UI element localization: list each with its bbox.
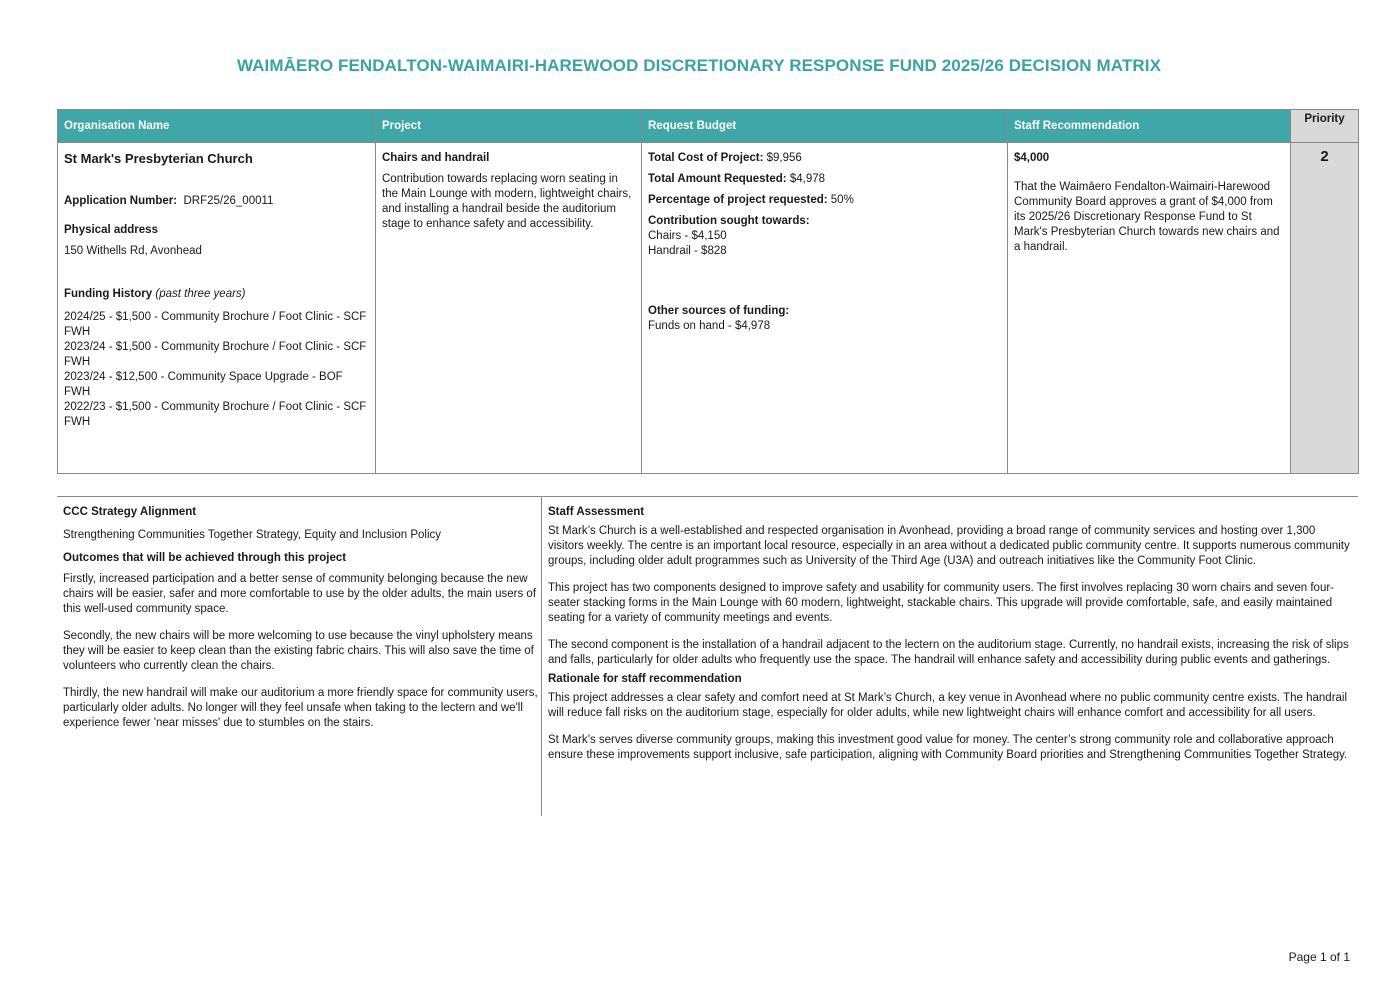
strategy-column xyxy=(57,497,553,731)
percentage-label: Percentage of project requested: xyxy=(648,194,828,206)
outcome-paragraph: Secondly, the new chairs will be more welcoming to use because the vinyl upholstery means they will be easier to keep clean than the existing fabric chairs. This will also save the time of volunteers who currently clean the chairs. xyxy=(63,630,534,672)
page-number: Page 1 of 1 xyxy=(1288,950,1350,964)
decision-matrix-table xyxy=(57,109,1359,474)
application-number-label: Application Number: xyxy=(64,195,178,207)
recommendation-text: That the Waimāero Fendalton-Waimairi-Harewood Community Board approves a grant of $4,000 from its 2025/26 Discretionary Response Fund to St Mark's Presbyterian Church towards new chairs and a handrail. xyxy=(1014,181,1280,253)
header-organisation-name: Organisation Name xyxy=(58,110,376,143)
total-cost-label: Total Cost of Project: xyxy=(648,152,764,164)
recommendation-amount: $4,000 xyxy=(1014,152,1050,164)
amount-requested-value: $4,978 xyxy=(789,173,826,185)
list-item: Handrail - $828 xyxy=(648,245,727,257)
rationale-heading: Rationale for staff recommendation xyxy=(548,673,742,685)
project-name: Chairs and handrail xyxy=(382,152,490,164)
header-priority: Priority xyxy=(1291,110,1359,143)
staff-assessment-column xyxy=(541,497,1359,816)
organisation-cell xyxy=(58,143,376,474)
contribution-label: Contribution sought towards: xyxy=(648,215,810,227)
assessment-section xyxy=(57,496,1358,761)
table-header-row xyxy=(58,110,1359,143)
funding-history-label: Funding History xyxy=(64,288,153,300)
total-cost xyxy=(648,151,1001,166)
assessment-paragraph: St Mark’s Church is a well-established and respected organisation in Avonhead, providing a broad range of community services and hosting over 1,300 visitors weekly. The centre is an important local resource, especially in an area without a dedicated public community centre. It supports numerous community groups, including older adult programmes such as University of the Third Age (U3A) and outreach initiatives like the Community Foot Clinic. xyxy=(548,525,1350,567)
outcome-paragraph: Thirdly, the new handrail will make our auditorium a more friendly space for community users, particularly older adults. No longer will they feel unsafe when taking to the lectern and we'll experience fewer 'near misses' due to stumbles on the stairs. xyxy=(63,687,538,729)
page-title: WAIMĀERO FENDALTON-WAIMAIRI-HAREWOOD DISCRETIONARY RESPONSE FUND 2025/26 DECISION MATRIX xyxy=(236,56,1162,75)
other-funding-value: Funds on hand - $4,978 xyxy=(648,320,771,332)
amount-requested xyxy=(648,172,1001,187)
strategy-text: Strengthening Communities Together Strategy, Equity and Inclusion Policy xyxy=(63,529,442,541)
list-item: 2024/25 - $1,500 - Community Brochure / Foot Clinic - SCF FWH xyxy=(64,311,367,338)
table-row xyxy=(58,143,1359,474)
strategy-heading: CCC Strategy Alignment xyxy=(63,506,197,518)
priority-value: 2 xyxy=(1291,143,1359,474)
recommendation-cell xyxy=(1008,143,1291,474)
application-number-value: DRF25/26_00011 xyxy=(183,195,274,207)
rationale-paragraph: St Mark’s serves diverse community groups, making this investment good value for money. The center’s strong community role and collaborative approach ensure these improvements support inclusive, safe participation, aligning with Community Board priorities and Strengthening Communities Together Strategy. xyxy=(548,734,1348,761)
address-label: Physical address xyxy=(64,224,158,236)
outcome-paragraph: Firstly, increased participation and a better sense of community belonging because the new chairs will be easier, safer and more comfortable to use by the older adults, the main users of this well-used community space. xyxy=(63,573,537,615)
percentage-value: 50% xyxy=(830,194,854,206)
percentage-requested xyxy=(648,193,1001,208)
funding-history-note: (past three years) xyxy=(155,288,246,300)
total-cost-value: $9,956 xyxy=(766,152,802,164)
rationale-paragraph: This project addresses a clear safety and comfort need at St Mark’s Church, a key venue in Avonhead where no public community centre exists. The handrail will reduce fall risks on the auditorium stage, especially for older adults, while new lightweight chairs will enhance comfort and accessibility for all users. xyxy=(548,692,1348,719)
assessment-paragraph: The second component is the installation of a handrail adjacent to the lectern on the auditorium stage. Currently, no handrail exists, increasing the risk of slips and falls, particularly for older adults who frequently use the space. The handrail will enhance safety and accessibility during public events and gatherings. xyxy=(548,639,1349,666)
assessment-paragraph: This project has two components designed to improve safety and usability for community users. The first involves replacing 30 worn chairs and seven four-seater stacking forms in the Main Lounge with 60 modern, lightweight, stackable chairs. This upgrade will provide comfortable, safe, and easily maintained seating for a variety of community meetings and events. xyxy=(548,582,1334,624)
funding-history-heading xyxy=(64,287,369,302)
outcomes-heading: Outcomes that will be achieved through this project xyxy=(63,552,347,564)
project-cell xyxy=(376,143,642,474)
header-project: Project xyxy=(376,110,642,143)
list-item: 2023/24 - $12,500 - Community Space Upgrade - BOF FWH xyxy=(64,371,343,398)
list-item: 2022/23 - $1,500 - Community Brochure / Foot Clinic - SCF FWH xyxy=(64,401,367,428)
list-item: Chairs - $4,150 xyxy=(648,230,727,242)
application-number xyxy=(64,194,369,209)
funding-history-list xyxy=(64,310,369,430)
list-item: 2023/24 - $1,500 - Community Brochure / Foot Clinic - SCF FWH xyxy=(64,341,367,368)
assessment-heading: Staff Assessment xyxy=(548,506,645,518)
project-description: Contribution towards replacing worn seating in the Main Lounge with modern, lightweight chairs, and installing a handrail beside the auditorium stage to enhance safety and accessibility. xyxy=(382,173,632,230)
header-staff-recommendation: Staff Recommendation xyxy=(1008,110,1291,143)
budget-cell xyxy=(642,143,1008,474)
address-value: 150 Withells Rd, Avonhead xyxy=(64,245,202,257)
other-funding-label: Other sources of funding: xyxy=(648,305,790,317)
organisation-name: St Mark's Presbyterian Church xyxy=(64,151,253,166)
amount-requested-label: Total Amount Requested: xyxy=(648,173,787,185)
header-request-budget: Request Budget xyxy=(642,110,1008,143)
